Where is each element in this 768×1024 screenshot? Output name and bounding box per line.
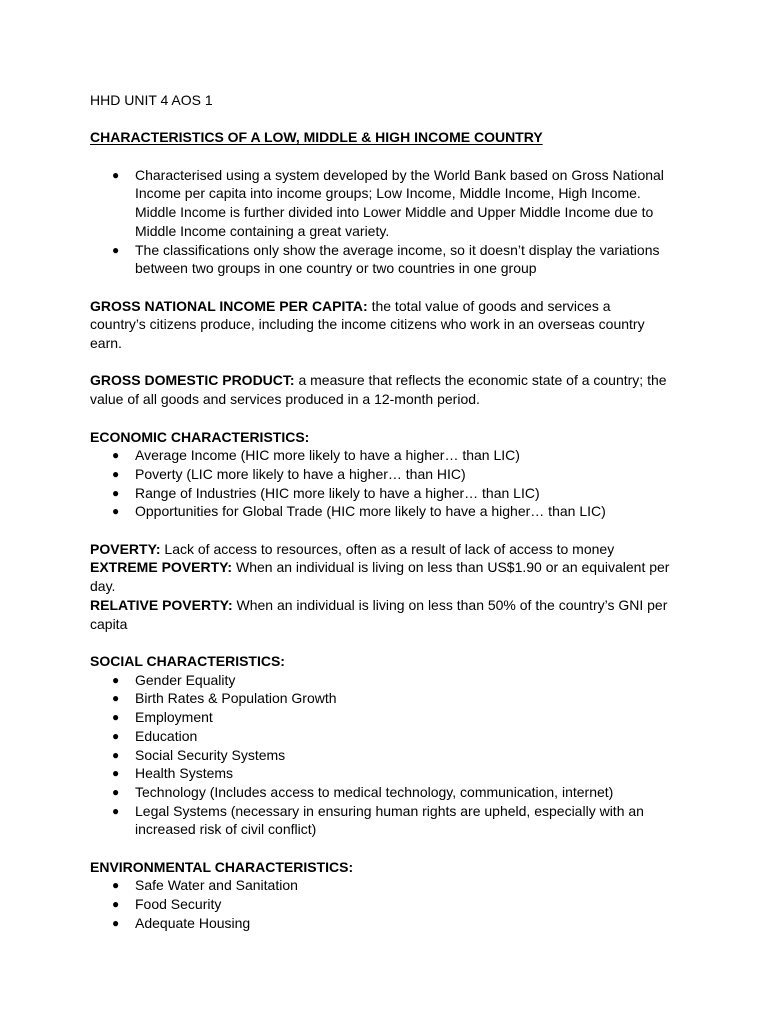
list-item-text: Food Security	[135, 896, 222, 913]
spacer	[90, 839, 670, 858]
list-item	[90, 689, 670, 708]
section-heading-text: ENVIRONMENTAL CHARACTERISTICS:	[90, 858, 354, 875]
list-item	[90, 914, 670, 933]
section-heading-social	[90, 652, 670, 671]
list-item	[90, 783, 670, 802]
list-item	[90, 708, 670, 727]
section-heading-income-country: CHARACTERISTICS OF A LOW, MIDDLE & HIGH INCOME COUNTRY	[90, 129, 543, 146]
section-heading-text: ECONOMIC CHARACTERISTICS:	[90, 428, 310, 445]
definition-text: the total value of goods and services a country’s citizens produce, including the income citizens who work in an overseas country earn.	[90, 297, 645, 352]
list-item-text: Characterised using a system developed by the World Bank based on Gross National Income per capita into income groups; Low Income, Middle Income, High Income. Middle Income is further divided into Lower Middle and Upper Middle Income due to Middle Income containing a great variety.	[135, 166, 664, 239]
section-heading-economic	[90, 428, 670, 447]
spacer	[90, 147, 670, 166]
bullet-icon: ●	[112, 710, 120, 725]
list-item-text: Range of Industries (HIC more likely to have a higher… than LIC)	[135, 484, 540, 501]
spacer	[90, 409, 670, 428]
bullet-icon: ●	[112, 485, 120, 500]
bullet-icon: ●	[112, 747, 120, 762]
definition-text: Lack of access to resources, often as a result of lack of access to money	[160, 540, 615, 557]
list-item-text: Birth Rates & Population Growth	[135, 690, 337, 707]
list-item-text: Gender Equality	[135, 671, 236, 688]
list-item-text: Average Income (HIC more likely to have a higher… than LIC)	[135, 447, 520, 464]
definition-gni	[90, 297, 670, 353]
list-item-text: Legal Systems (necessary in ensuring human rights are upheld, especially with an increased risk of civil conflict)	[135, 802, 644, 838]
list-item-text: Opportunities for Global Trade (HIC more likely to have a higher… than LIC)	[135, 503, 606, 520]
bullet-icon: ●	[112, 784, 120, 799]
list-item-text: The classifications only show the average income, so it doesn’t display the variations between two groups in one country or two countries in one group	[135, 241, 660, 277]
list-item	[90, 764, 670, 783]
spacer	[90, 110, 670, 129]
definition-text: When an individual is living on less than US$1.90 or an equivalent per day.	[90, 559, 670, 595]
definition-gdp	[90, 371, 670, 408]
list-item	[90, 484, 670, 503]
bullet-icon: ●	[112, 766, 120, 781]
definition-poverty	[90, 540, 670, 559]
definition-text: When an individual is living on less than 50% of the country’s GNI per capita	[90, 596, 668, 632]
bullet-icon: ●	[112, 504, 120, 519]
list-item	[90, 802, 670, 839]
list-item-text: Health Systems	[135, 765, 234, 782]
section-heading-text: SOCIAL CHARACTERISTICS:	[90, 652, 285, 669]
definition-term: EXTREME POVERTY:	[90, 559, 233, 576]
spacer	[90, 278, 670, 297]
environmental-bullet-list	[90, 876, 670, 932]
definition-relative-poverty	[90, 596, 670, 633]
list-item-text: Adequate Housing	[135, 914, 251, 931]
bullet-icon: ●	[112, 878, 120, 893]
list-item	[90, 876, 670, 895]
list-item	[90, 895, 670, 914]
definition-term: GROSS DOMESTIC PRODUCT:	[90, 372, 295, 389]
list-item-text: Poverty (LIC more likely to have a higher… than HIC)	[135, 465, 466, 482]
definition-text: a measure that reflects the economic state of a country; the value of all goods and services produced in a 12-month period.	[90, 372, 667, 408]
bullet-icon: ●	[112, 915, 120, 930]
list-item	[90, 671, 670, 690]
economic-bullet-list	[90, 446, 670, 521]
list-item	[90, 727, 670, 746]
list-item-text: Safe Water and Sanitation	[135, 877, 298, 894]
list-item-text: Employment	[135, 709, 213, 726]
list-item	[90, 241, 670, 278]
bullet-icon: ●	[112, 448, 120, 463]
bullet-icon: ●	[112, 672, 120, 687]
bullet-icon: ●	[112, 728, 120, 743]
document-page	[90, 91, 670, 933]
spacer	[90, 521, 670, 540]
spacer	[90, 633, 670, 652]
bullet-icon: ●	[112, 466, 120, 481]
list-item	[90, 502, 670, 521]
definition-term: POVERTY:	[90, 540, 161, 557]
bullet-icon: ●	[112, 803, 120, 818]
list-item	[90, 746, 670, 765]
social-bullet-list	[90, 671, 670, 839]
intro-bullet-list	[90, 166, 670, 278]
bullet-icon: ●	[112, 897, 120, 912]
definition-term: GROSS NATIONAL INCOME PER CAPITA:	[90, 297, 368, 314]
bullet-icon: ●	[112, 242, 120, 257]
definition-extreme-poverty	[90, 558, 670, 595]
bullet-icon: ●	[112, 691, 120, 706]
spacer	[90, 353, 670, 372]
list-item-text: Education	[135, 727, 198, 744]
list-item	[90, 446, 670, 465]
document-title: HHD UNIT 4 AOS 1	[90, 92, 213, 108]
list-item	[90, 166, 670, 241]
bullet-icon: ●	[112, 167, 120, 182]
definition-term: RELATIVE POVERTY:	[90, 596, 233, 613]
list-item	[90, 465, 670, 484]
list-item-text: Social Security Systems	[135, 746, 286, 763]
list-item-text: Technology (Includes access to medical technology, communication, internet)	[135, 783, 614, 800]
section-heading-environmental	[90, 858, 670, 877]
